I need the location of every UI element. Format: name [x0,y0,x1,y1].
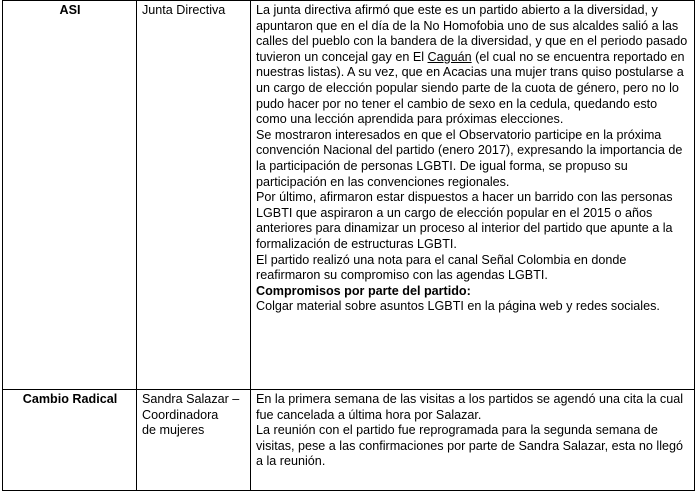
paragraph: Se mostraron interesados en que el Observatorio participe en la próxima convención Nacional del partido (enero 2017), expresando la importancia de la participación de personas LGBTI. De igual forma, se propuso su participación en las convenciones regionales. [256,127,683,189]
contact-line: de mujeres [142,423,205,438]
paragraph-text: (el cual no se encuentra reportado en nuestras listas). A su vez, que en Acacias una mujer trans quiso postularse a un cargo de elección popular siendo parte de la cuota de género, pero no lo pudo hacer por no tener el cambio de sexo en la cedula, quedando esto como una lección aprendida para próximas elecciones. [256,49,685,127]
description-cell [251,390,695,491]
contact-cell: Junta Directiva [137,1,251,390]
paragraph: Por último, afirmaron estar dispuestos a hacer un barrido con las personas LGBTI que aspiraron a un cargo de elección popular en el 2015 o años anteriores para dinamizar un proceso al interior del partido que apunte a la formalización de estructuras LGBTI. [256,190,673,251]
parties-table [2,0,695,491]
table-row [3,390,695,491]
description-cell [251,1,695,390]
party-name-cell: ASI [3,1,137,390]
table-row [3,1,695,390]
paragraph: El partido realizó una nota para el canal Señal Colombia en donde reafirmaron su compromiso con las agendas LGBTI. [256,252,627,283]
paragraph: La reunión con el partido fue reprogramada para la segunda semana de visitas, pese a las confirmaciones por parte de Sandra Salazar, esta no llegó a la reunión. [256,423,684,469]
contact-cell [137,390,251,491]
commitments-heading: Compromisos por parte del partido: [256,283,471,298]
contact-line: Coordinadora [142,407,219,422]
paragraph [256,3,690,128]
paragraph-text: La junta directiva afirmó que este es un partido abierto a la diversidad, y apuntaron que en el día de la No Homofobia uno de sus alcaldes salió a las calles del pueblo con la bandera de la diversidad, y que en el periodo pasado tuvieron un concejal gay en El [256,3,688,64]
paragraph: En la primera semana de las visitas a los partidos se agendó una cita la cual fue cancelada a última hora por Salazar. [256,392,684,422]
contact-line: Sandra Salazar – [142,392,240,406]
place-name-underlined: Caguán [427,49,472,64]
party-name-cell: Cambio Radical [3,390,137,491]
paragraph: Colgar material sobre asuntos LGBTI en la página web y redes sociales. [256,299,660,314]
